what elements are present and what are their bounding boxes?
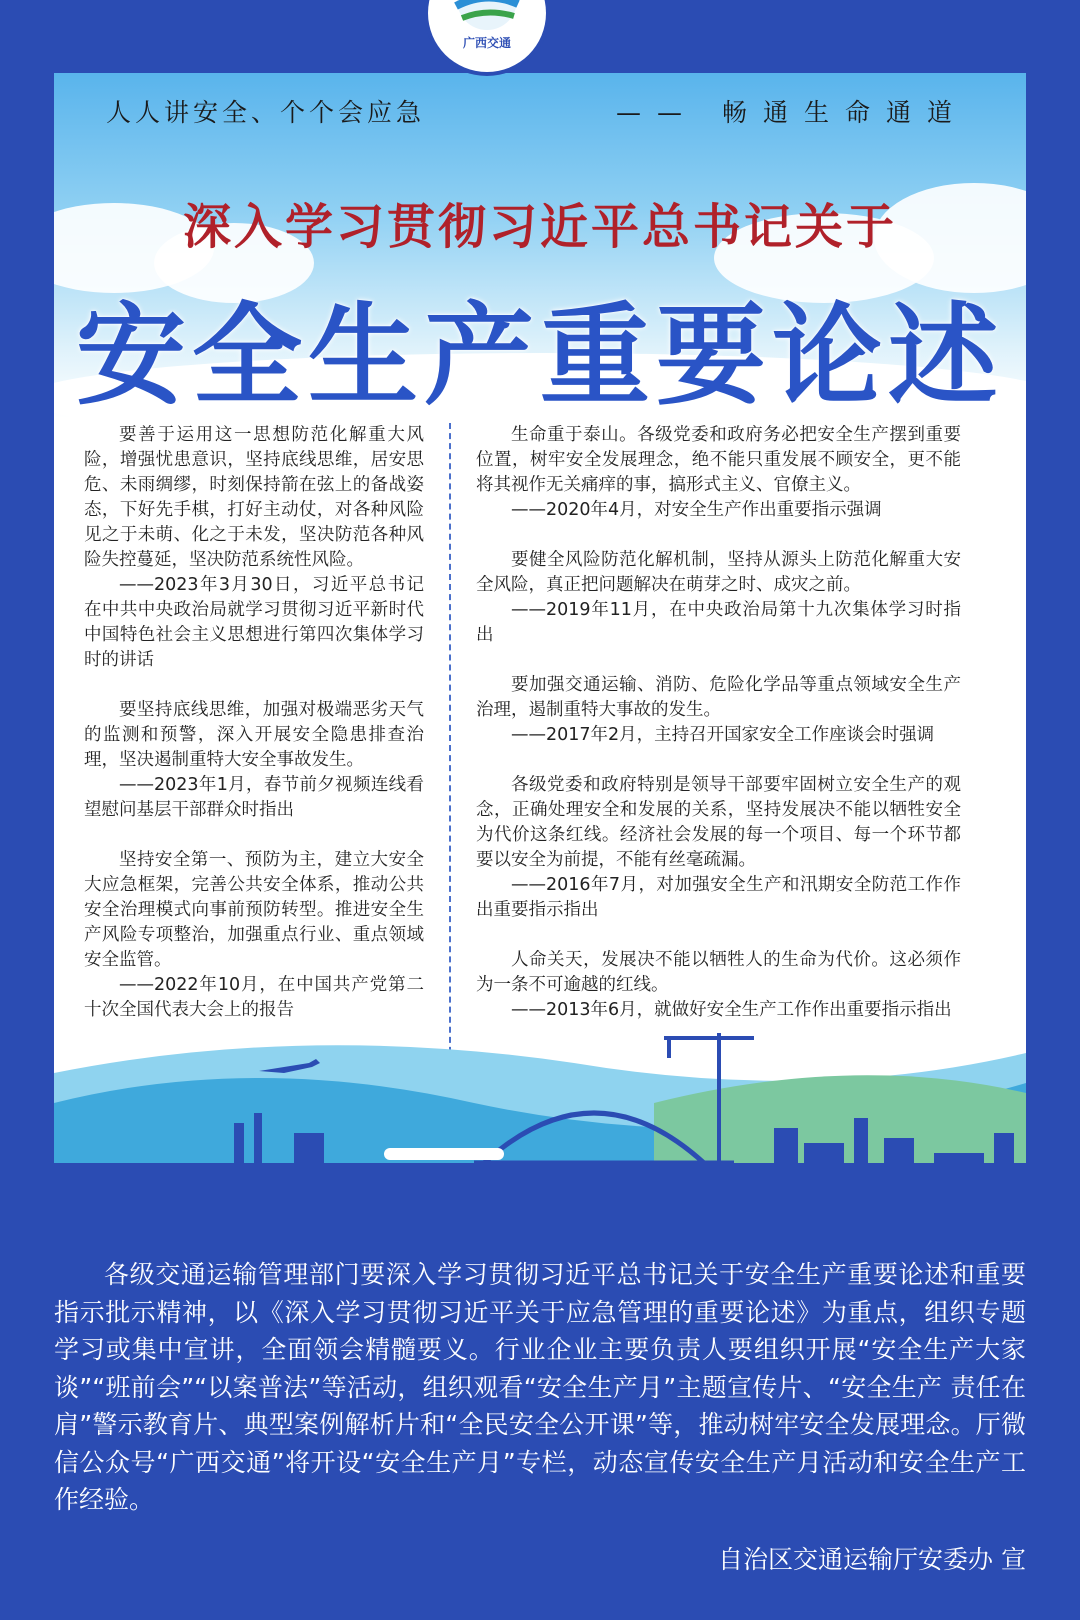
right-quotes-column <box>476 423 961 1048</box>
quote-source: ——2013年6月，就做好安全生产工作作出重要指示指出 <box>511 1000 952 1020</box>
quote-text: 人命关天，发展决不能以牺牲人的生命为代价。这必须作为一条不可逾越的红线。 <box>476 950 961 995</box>
quote-source: ——2017年2月，主持召开国家安全工作座谈会时强调 <box>511 725 935 745</box>
poster-title: 安全生产重要论述 <box>76 292 1004 420</box>
quote-item <box>476 673 961 748</box>
quote-item <box>476 548 961 648</box>
content-panel <box>54 73 1026 1245</box>
quote-item <box>84 848 424 1023</box>
slogan-left: 人人讲安全、个个会应急 <box>106 98 426 127</box>
quote-item <box>84 698 424 823</box>
quote-source: ——2019年11月，在中央政治局第十九次集体学习时指出 <box>476 600 961 645</box>
quote-source: ——2022年10月，在中国共产党第二十次全国代表大会上的报告 <box>84 975 424 1020</box>
quote-text: 各级党委和政府特别是领导干部要牢固树立安全生产的观念，正确处理安全和发展的关系，坚持发展决不能以牺牲安全为代价这条红线。经济社会发展的每一个项目、每一个环节都要以安全为前提，不能有丝毫疏漏。 <box>476 775 961 870</box>
quote-item <box>476 773 961 923</box>
quote-text: 要健全风险防范化解机制，坚持从源头上防范化解重大安全风险，真正把问题解决在萌芽之时、成灾之前。 <box>476 550 961 595</box>
quote-source: ——2020年4月，对安全生产作出重要指示强调 <box>511 500 882 520</box>
logo-text: 广西交通 <box>462 36 511 50</box>
transport-skyline-illustration <box>54 1013 1026 1245</box>
quote-text: 生命重于泰山。各级党委和政府务必把安全生产摆到重要位置，树牢安全发展理念，绝不能只重发展不顾安全，更不能将其视作无关痛痒的事，搞形式主义、官僚主义。 <box>476 425 961 495</box>
footer-signature: 自治区交通运输厅安委办 宣 <box>718 1545 1026 1574</box>
quote-text: 要善于运用这一思想防范化解重大风险，增强忧患意识，坚持底线思维，居安思危、未雨绸缪，时刻保持箭在弦上的备战姿态，下好先手棋，打好主动仗，对各种风险见之于未萌、化之于未发，坚决防范各种风险失控蔓延，坚决防范系统性风险。 <box>84 425 424 570</box>
guangxi-transport-logo <box>428 0 546 72</box>
quote-item <box>476 423 961 523</box>
train-icon <box>384 1148 504 1160</box>
footer-paragraph: 各级交通运输管理部门要深入学习贯彻习近平总书记关于安全生产重要论述和重要指示批示精神，以《深入学习贯彻习近平关于应急管理的重要论述》为重点，组织专题学习或集中宣讲，全面领会精髓要义。行业企业主要负责人要组织开展“安全生产大家谈”“班前会”“以案普法”等活动，组织观看“安全生产月”主题宣传片、“安全生产 责任在肩”警示教育片、典型案例解析片和“全民安全公开课”等，推动树牢安全发展理念。厅微信公众号“广西交通”将开设“安全生产月”专栏，动态宣传安全生产月活动和安全生产工作经验。 <box>54 1260 1026 1514</box>
quote-source: ——2023年1月，春节前夕视频连线看望慰问基层干部群众时指出 <box>84 775 424 820</box>
column-divider <box>449 423 451 1063</box>
quote-source: ——2016年7月，对加强安全生产和汛期安全防范工作作出重要指示指出 <box>476 875 961 920</box>
quote-source: ——2023年3月30日，习近平总书记在中共中央政治局就学习贯彻习近平新时代中国特色社会主义思想进行第四次集体学习时的讲话 <box>84 575 424 670</box>
quote-text: 要加强交通运输、消防、危险化学品等重点领域安全生产治理，遏制重特大事故的发生。 <box>476 675 961 720</box>
quote-text: 坚持安全第一、预防为主，建立大安全大应急框架，完善公共安全体系，推动公共安全治理模式向事前预防转型。推进安全生产风险专项整治，加强重点行业、重点领域安全监管。 <box>84 850 424 970</box>
poster-subtitle: 深入学习贯彻习近平总书记关于 <box>182 199 897 255</box>
quote-item <box>84 423 424 673</box>
quote-text: 要坚持底线思维，加强对极端恶劣天气的监测和预警，深入开展安全隐患排查治理，坚决遏制重特大安全事故发生。 <box>84 700 424 770</box>
left-quotes-column <box>84 423 424 1048</box>
slogan-right: —— 畅通生命通道 <box>616 98 968 127</box>
quote-item <box>476 948 961 1023</box>
